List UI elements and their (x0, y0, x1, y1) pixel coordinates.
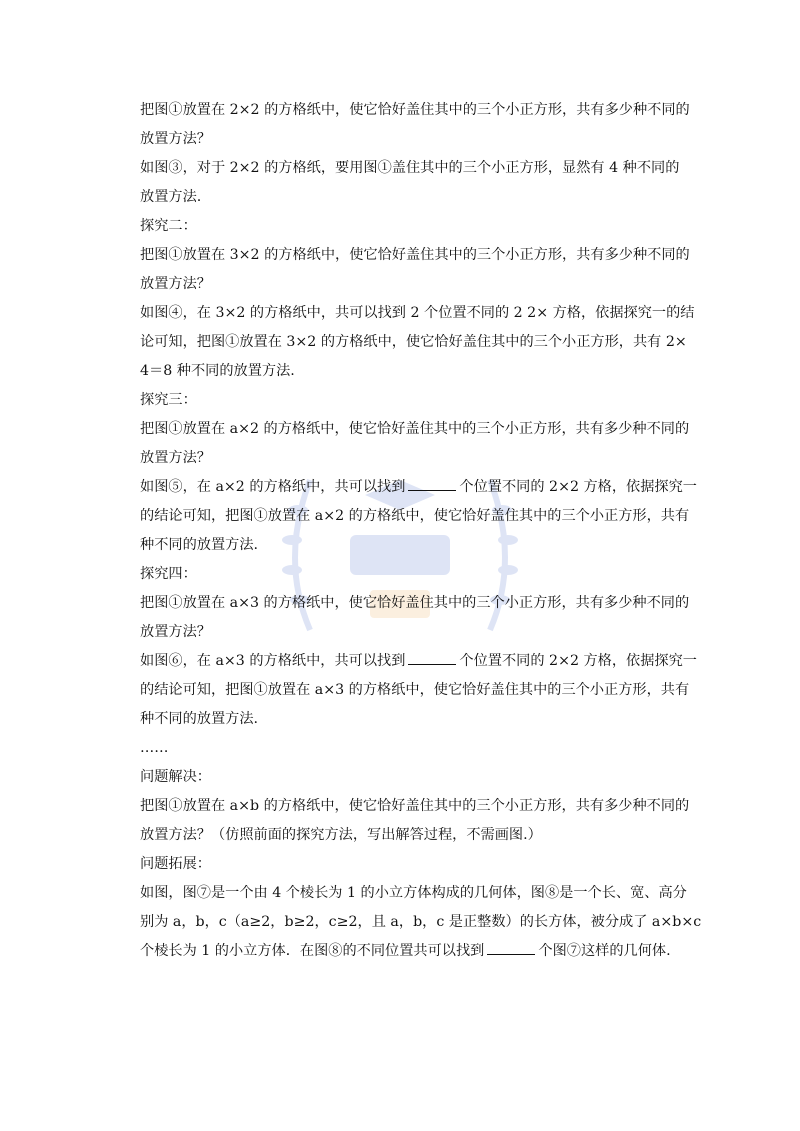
text-line: 把图①放置在 2×2 的方格纸中，使它恰好盖住其中的三个小正方形，共有多少种不同的 (140, 102, 690, 118)
section-heading: 问题拓展： (140, 856, 211, 872)
text-line: 把图①放置在 a×2 的方格纸中，使它恰好盖住其中的三个小正方形，共有多少种不同的 (140, 421, 690, 437)
text-line: 放置方法？ (140, 450, 211, 466)
text-line: 放置方法？ (140, 624, 211, 640)
text-segment: 如图⑥，在 a×3 的方格纸中，共可以找到 (140, 653, 406, 669)
text-line: 如图④，在 3×2 的方格纸中，共可以找到 2 个位置不同的 2 2× 方格，依据探究一的结 (140, 305, 695, 321)
text-segment: 个棱长为 1 的小立方体．在图⑧的不同位置共可以找到 (140, 943, 485, 959)
text-line: 放置方法. (140, 189, 202, 205)
text-line: 如图，图⑦是一个由 4 个棱长为 1 的小立方体构成的几何体，图⑧是一个长、宽、高分 (140, 885, 687, 901)
text-line: 把图①放置在 a×3 的方格纸中，使它恰好盖住其中的三个小正方形，共有多少种不同的 (140, 595, 690, 611)
text-line: 论可知，把图①放置在 3×2 的方格纸中，使它恰好盖住其中的三个小正方形，共有 2× (140, 334, 687, 350)
text-line: 放置方法？ (140, 131, 211, 147)
text-line: 把图①放置在 3×2 的方格纸中，使它恰好盖住其中的三个小正方形，共有多少种不同的 (140, 247, 690, 263)
answer-blank[interactable] (408, 476, 456, 491)
section-heading: 问题解决： (140, 769, 211, 785)
text-segment: 个位置不同的 2×2 方格，依据探究一 (459, 479, 697, 495)
text-line-with-blank (140, 937, 688, 966)
text-line-with-blank (140, 647, 697, 676)
text-segment: 个图⑦这样的几何体. (538, 943, 671, 959)
text-line: 如图③，对于 2×2 的方格纸，要用图①盖住其中的三个小正方形，显然有 4 种不同的 (140, 160, 680, 176)
answer-blank[interactable] (408, 650, 456, 665)
text-segment: 个位置不同的 2×2 方格，依据探究一 (459, 653, 697, 669)
text-line: 种不同的放置方法. (140, 537, 259, 553)
text-line: 放置方法？ (140, 276, 211, 292)
section-heading: 探究二： (140, 218, 197, 234)
text-line: 的结论可知，把图①放置在 a×2 的方格纸中，使它恰好盖住其中的三个小正方形，共有 (140, 508, 690, 524)
text-line: 种不同的放置方法. (140, 711, 259, 727)
document-body (140, 96, 702, 966)
text-line: 4＝8 种不同的放置方法. (140, 363, 295, 379)
section-heading: 探究三： (140, 392, 197, 408)
answer-blank[interactable] (487, 940, 535, 955)
section-heading: 探究四： (140, 566, 197, 582)
text-line: 的结论可知，把图①放置在 a×3 的方格纸中，使它恰好盖住其中的三个小正方形，共有 (140, 682, 690, 698)
text-line-with-blank (140, 473, 697, 502)
ellipsis-line: …… (140, 740, 169, 756)
text-line: 放置方法？（仿照前面的探究方法，写出解答过程，不需画图.） (140, 827, 542, 843)
text-line: 别为 a，b，c（a≥2，b≥2，c≥2，且 a，b，c 是正整数）的长方体，被分成了 a×b×c (140, 914, 702, 930)
text-segment: 如图⑤，在 a×2 的方格纸中，共可以找到 (140, 479, 406, 495)
text-line: 把图①放置在 a×b 的方格纸中，使它恰好盖住其中的三个小正方形，共有多少种不同的 (140, 798, 690, 814)
